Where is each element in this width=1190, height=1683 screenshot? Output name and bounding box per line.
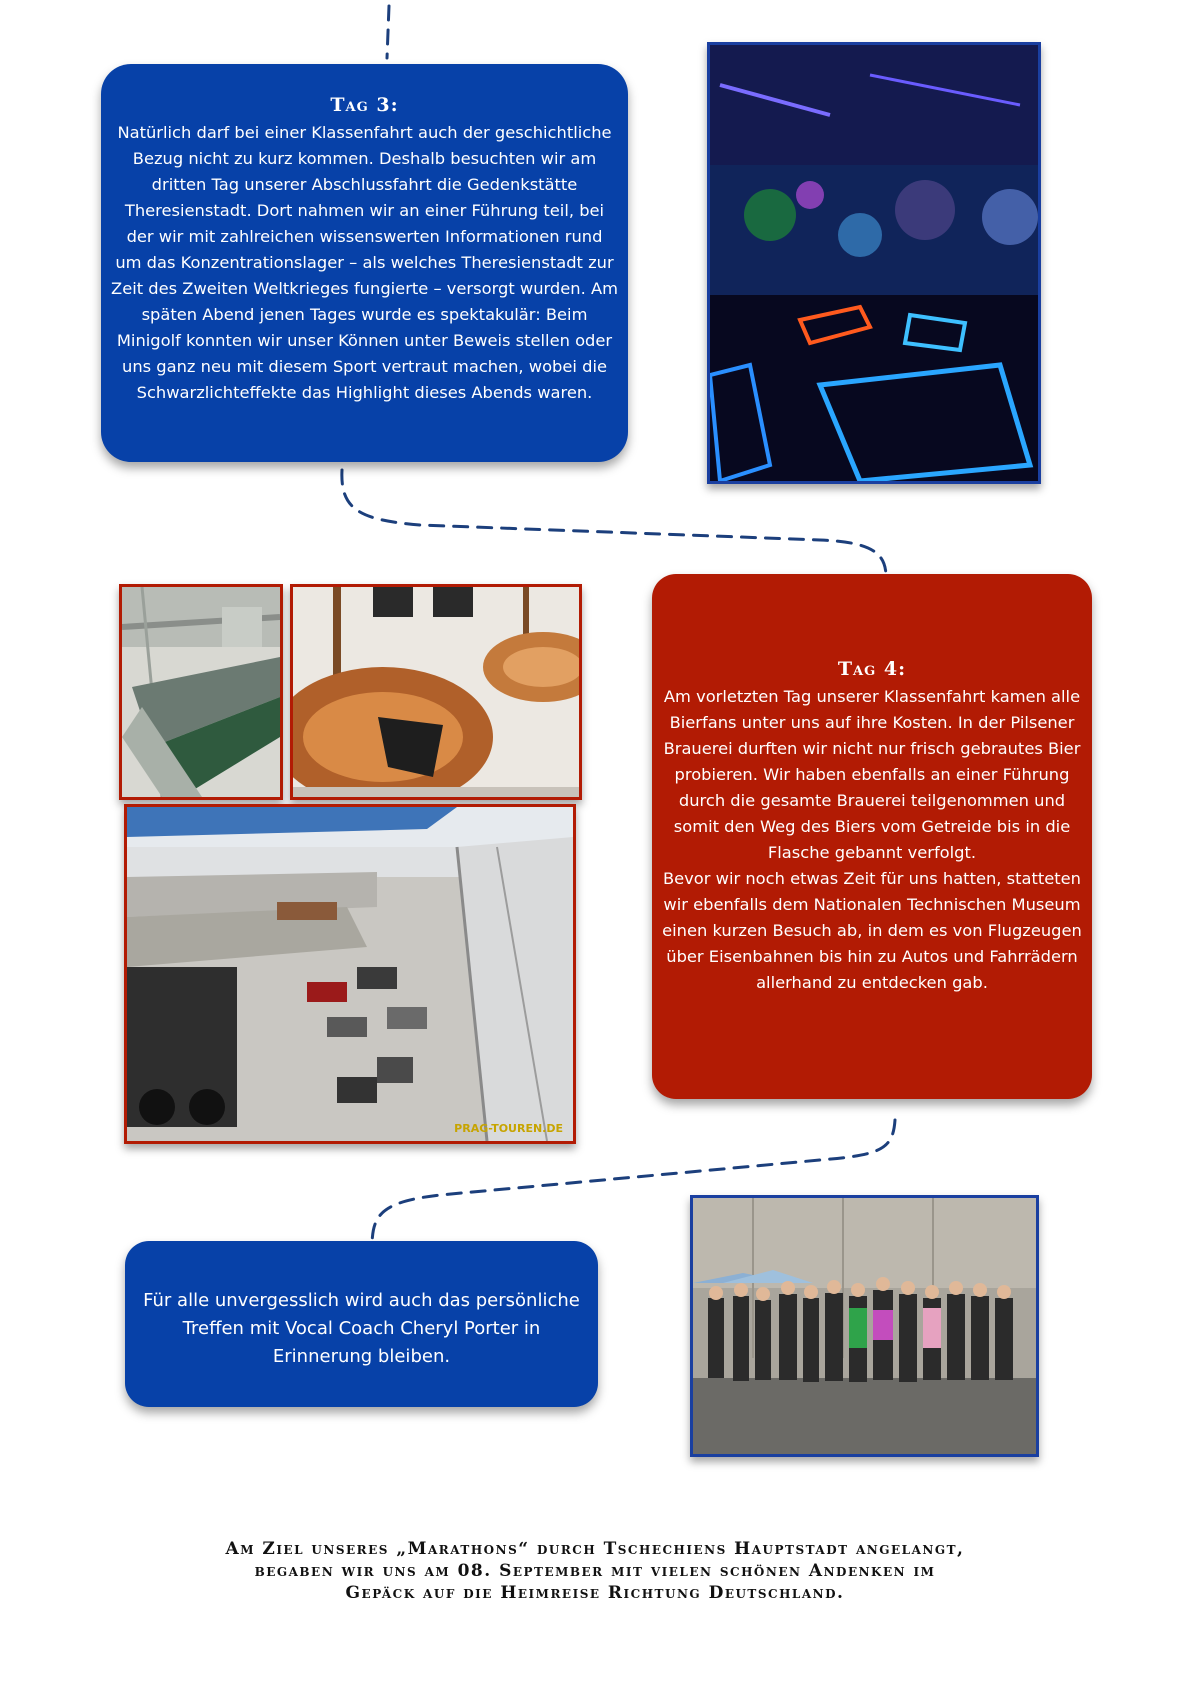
day3-title: Tag 3: [330,94,399,116]
day3-text: Natürlich darf bei einer Klassenfahrt auch der geschichtliche Bezug nicht zu kurz kommen. Deshalb besuchten wir am dritten Tag unserer Abschlussfahrt die Gedenkstätte Theresienstadt. Dort nahmen wir an einer Führung teil, bei der wir mit zahlreichen wissenswerten Informationen rund um das Konzentrationslager – als welches Theresienstadt zur Zeit des Zweiten Weltkrieges fungierte – versorgt wurden. Am späten Abend jenen Tages wurde es spektakulär: Beim Minigolf konnten wir unser Können unter Beweis stellen oder uns ganz neu mit diesem Sport vertraut machen, wobei die Schwarzlichteffekte das Highlight dieses Abends waren. [111,123,618,402]
closing-text [150,1538,1040,1604]
day3-textbox [101,64,628,462]
day4-textbox [652,574,1092,1099]
minigolf-photo [707,42,1041,484]
vocal-coach-textbox [125,1241,598,1407]
closing-line-1: Am Ziel unseres „Marathons“ durch Tschechiens Hauptstadt angelangt, [225,1539,965,1559]
day4-text-2: Bevor wir noch etwas Zeit für uns hatten, statteten wir ebenfalls dem Nationalen Technischen Museum einen kurzen Besuch ab, in dem es von Flugzeugen über Eisenbahnen bis hin zu Autos und Fahrrädern allerhand zu entdecken gab. [662,869,1082,992]
brewery-line-photo [119,584,283,800]
museum-photo-watermark: PRAG-TOUREN.DE [454,1122,563,1135]
closing-line-3: Gepäck auf die Heimreise Richtung Deutschland. [345,1583,845,1603]
technical-museum-photo [124,804,576,1144]
group-photo [690,1195,1039,1457]
closing-line-2: begaben wir uns am 08. September mit vielen schönen Andenken im [254,1561,936,1581]
brew-kettles-photo [290,584,582,800]
vocal-coach-text: Für alle unvergesslich wird auch das persönliche Treffen mit Vocal Coach Cheryl Porter in Erinnerung bleiben. [143,1290,580,1367]
day4-title: Tag 4: [837,658,907,680]
day4-text-1: Am vorletzten Tag unserer Klassenfahrt kamen alle Bierfans unter uns auf ihre Kosten. In der Pilsener Brauerei durften wir nicht nur frisch gebrautes Bier probieren. Wir haben ebenfalls an einer Führung durch die gesamte Brauerei teilgenommen und somit den Weg des Biers vom Getreide bis in die Flasche gebannt verfolgt. [663,687,1081,862]
